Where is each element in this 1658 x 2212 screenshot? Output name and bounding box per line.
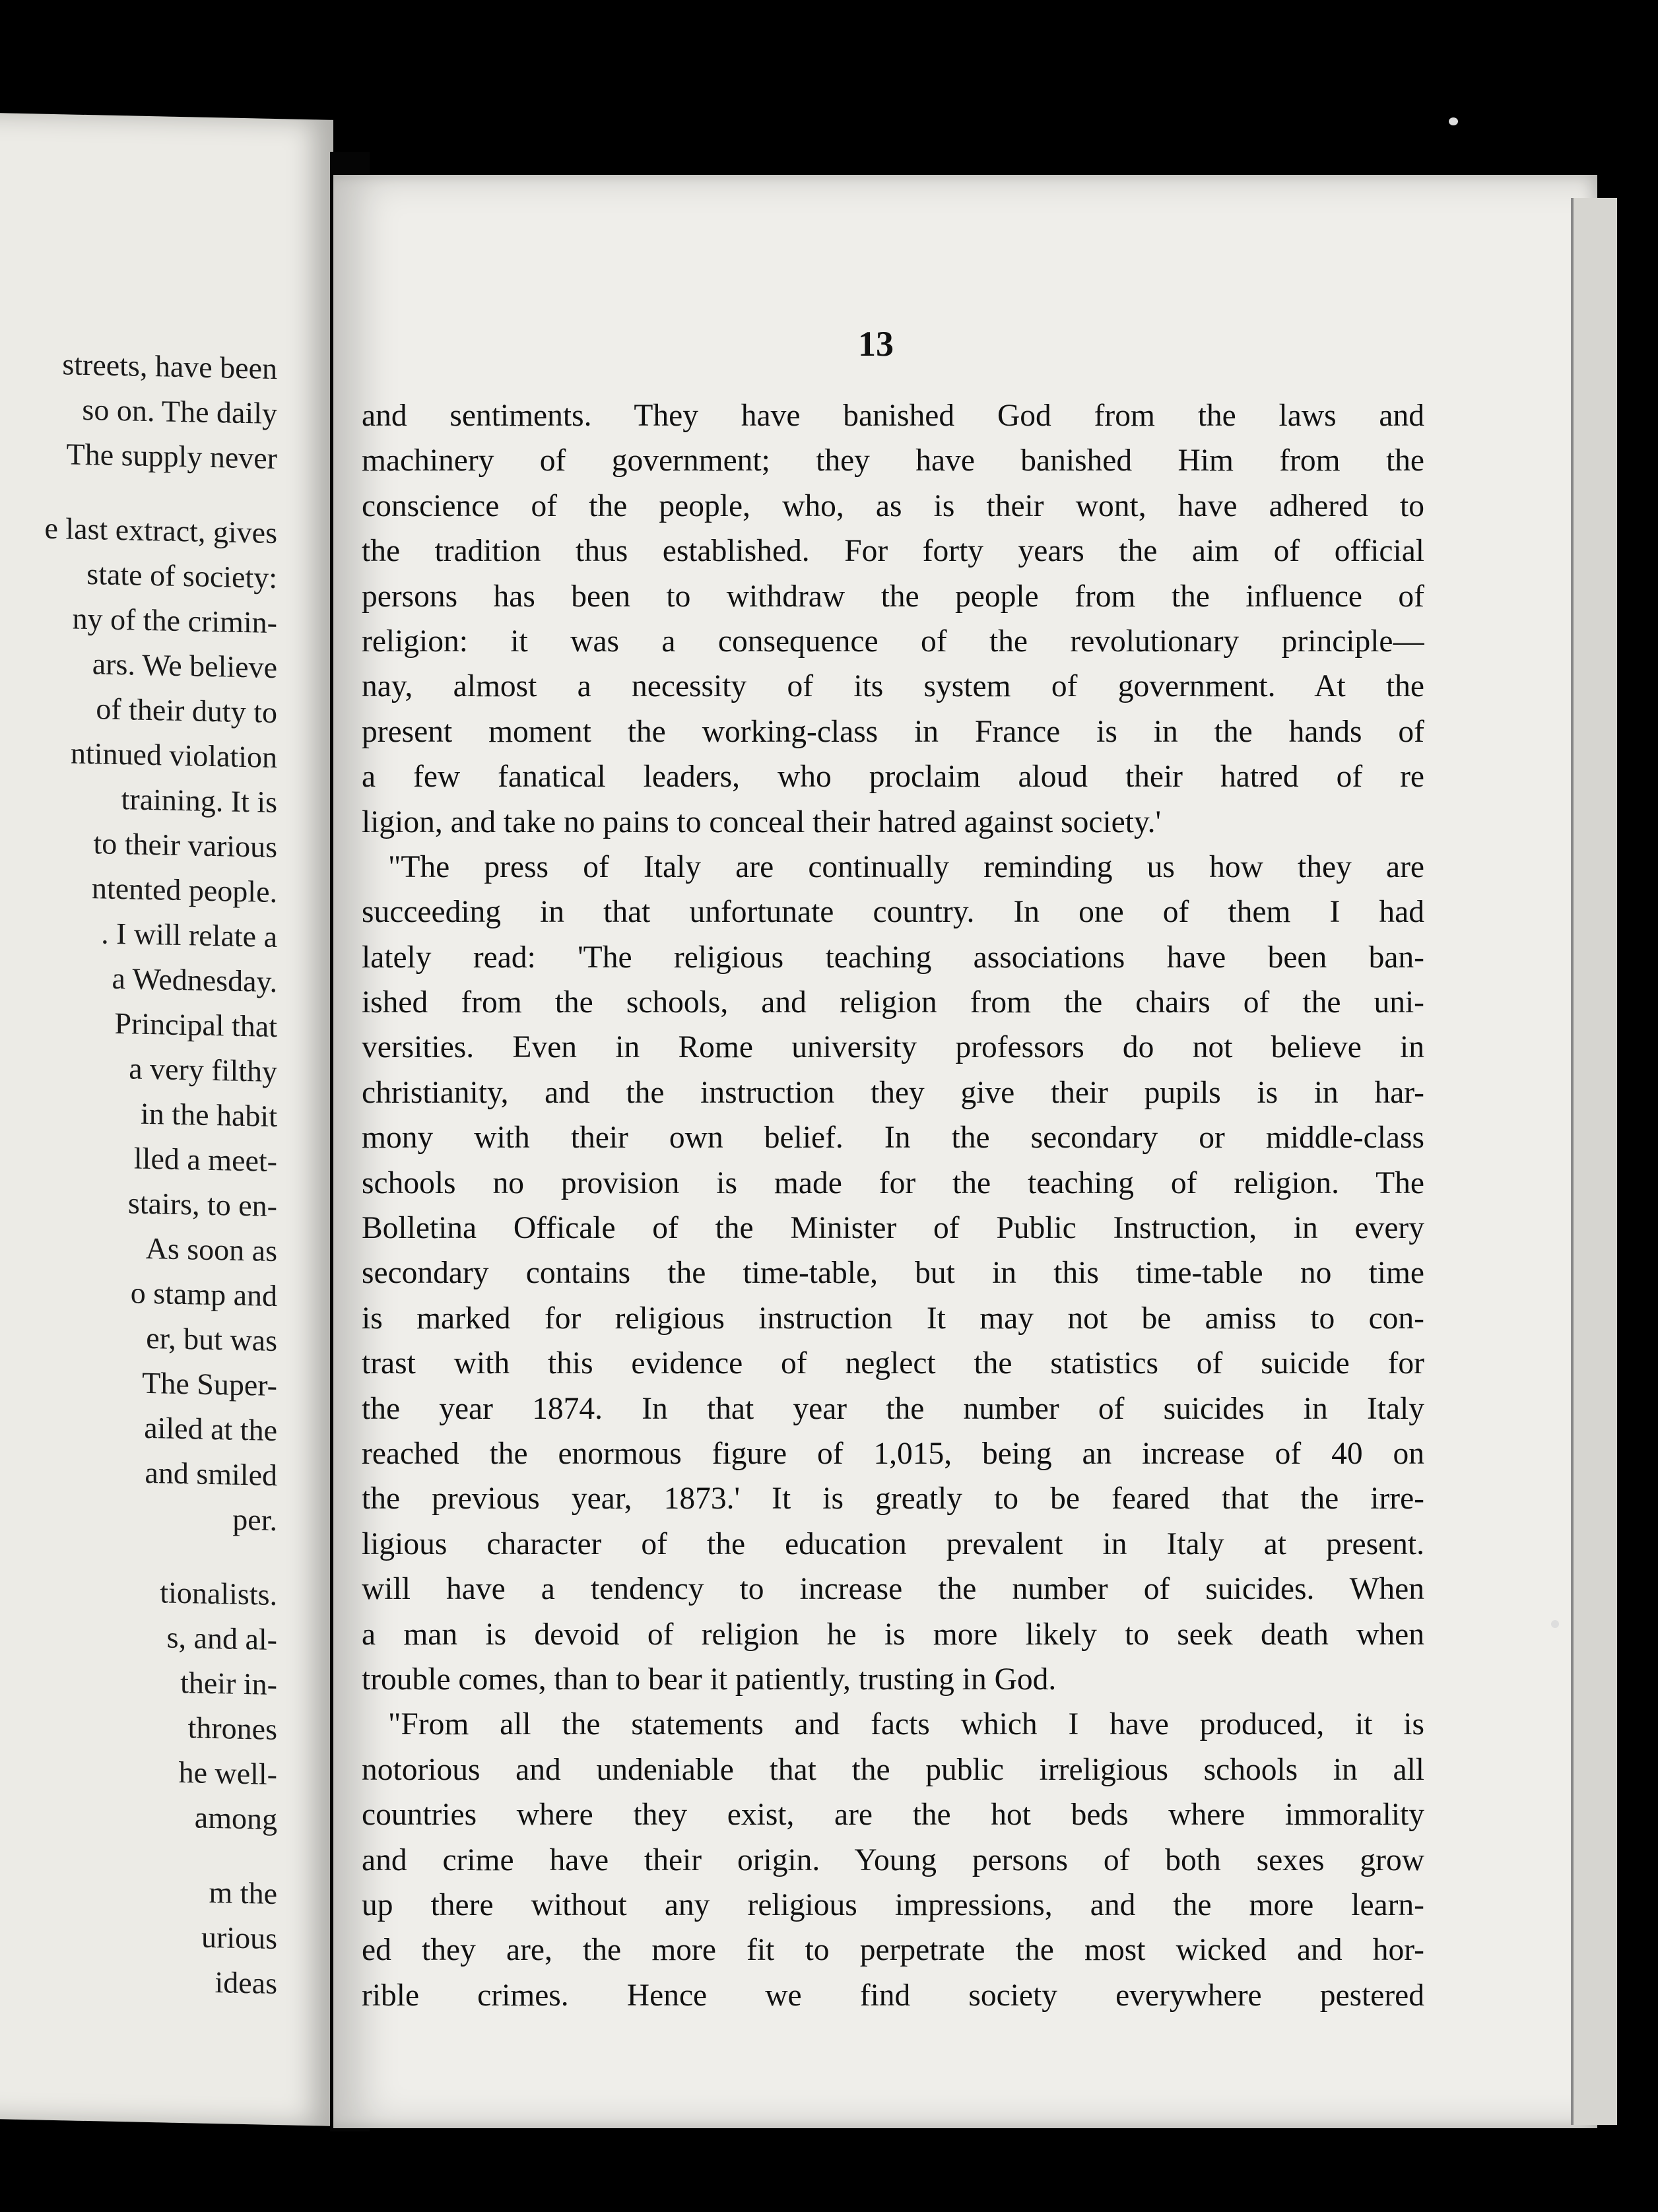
text-line: religion: it was a consequence of the revolutionary principle—	[362, 624, 1424, 659]
left-text-line: thrones	[187, 1710, 277, 1747]
text-line: mony with their own belief. In the secondary or middle-class	[362, 1121, 1424, 1155]
text-line: and crime have their origin. Young persons of both sexes grow	[362, 1842, 1424, 1877]
text-line: is marked for religious instruction It may not be amiss to con-	[362, 1301, 1424, 1336]
text-line: secondary contains the time-table, but in this time-table no time	[362, 1256, 1424, 1291]
text-line: and sentiments. They have banished God from the laws and	[362, 399, 1424, 433]
left-facing-page	[0, 112, 333, 2126]
text-line: countries where they exist, are the hot beds where immorality	[362, 1798, 1424, 1833]
text-line: a man is devoid of religion he is more likely to seek death when	[362, 1617, 1424, 1652]
left-text-line: s, and al-	[166, 1620, 277, 1657]
text-line: present moment the working-class in France is in the hands of	[362, 714, 1424, 749]
left-text-line: o stamp and	[130, 1276, 277, 1313]
page-body-text	[362, 393, 1424, 2018]
left-text-line: The supply never	[66, 437, 277, 476]
text-line: versities. Even in Rome university professors do not believe in	[362, 1030, 1424, 1065]
left-text-line: ntented people.	[91, 871, 277, 909]
text-line: nay, almost a necessity of its system of government. At the	[362, 669, 1424, 704]
left-text-line: to their various	[93, 826, 277, 864]
text-line: persons has been to withdraw the people from the influence of	[362, 579, 1424, 614]
left-text-line: their in-	[180, 1665, 277, 1702]
text-line: will have a tendency to increase the number of suicides. When	[362, 1572, 1424, 1607]
text-line: ed they are, the more fit to perpetrate the most wicked and hor-	[362, 1933, 1424, 1968]
left-text-line: he well-	[178, 1755, 277, 1792]
text-line: rible crimes. Hence we find society everywhere pestered	[362, 1978, 1424, 2013]
text-line: Bolletina Officale of the Minister of Public Instruction, in every	[362, 1211, 1424, 1246]
text-line: conscience of the people, who, as is their wont, have adhered to	[362, 488, 1424, 523]
page-edge	[1571, 198, 1617, 2125]
left-text-line: tionalists.	[160, 1575, 277, 1612]
left-text-line: training. It is	[121, 782, 277, 820]
left-text-line: stairs, to en-	[127, 1186, 277, 1223]
page-number: 13	[858, 324, 894, 364]
text-line: ligious character of the education prevalent in Italy at present.	[362, 1526, 1424, 1561]
left-text-line: a very filthy	[129, 1051, 277, 1089]
text-line: "From all the statements and facts which I have produced, it is	[388, 1707, 1424, 1742]
dust-speck	[1551, 1620, 1559, 1628]
text-line: schools no provision is made for the teaching of religion. The	[362, 1165, 1424, 1200]
left-text-line: ailed at the	[144, 1410, 277, 1448]
left-page-text	[0, 341, 277, 2006]
text-line: up there without any religious impressions, and the more learn-	[362, 1887, 1424, 1922]
left-text-line: in the habit	[141, 1096, 277, 1134]
left-text-line: The Super-	[142, 1365, 277, 1403]
text-line: machinery of government; they have banished Him from the	[362, 443, 1424, 478]
left-text-line: and smiled	[145, 1455, 277, 1493]
text-line: trouble comes, than to bear it patiently, trusting in God.	[362, 1662, 1057, 1697]
text-line: succeeding in that unfortunate country. In one of them I had	[362, 895, 1424, 930]
text-line: ished from the schools, and religion from the chairs of the uni-	[362, 985, 1424, 1020]
text-line: the year 1874. In that year the number of suicides in Italy	[362, 1391, 1424, 1426]
left-text-line: state of society:	[86, 557, 277, 595]
text-line: the previous year, 1873.' It is greatly to be feared that the irre-	[362, 1481, 1424, 1516]
left-text-line: Principal that	[114, 1006, 277, 1044]
dust-speck	[1449, 117, 1458, 125]
text-line: lately read: 'The religious teaching associations have been ban-	[362, 940, 1424, 975]
text-line: the tradition thus established. For forty years the aim of official	[362, 534, 1424, 569]
left-text-line: ny of the crimin-	[72, 601, 277, 640]
text-line: ligion, and take no pains to conceal their hatred against society.'	[362, 804, 1162, 839]
text-line: notorious and undeniable that the public irreligious schools in all	[362, 1752, 1424, 1787]
left-text-line: lled a meet-	[133, 1141, 277, 1179]
left-text-line: urious	[201, 1920, 277, 1956]
left-text-line: ntinued violation	[70, 736, 277, 775]
left-text-line: . I will relate a	[101, 916, 277, 954]
text-line: reached the enormous figure of 1,015, being an increase of 40 on	[362, 1436, 1424, 1471]
left-text-line: e last extract, gives	[44, 511, 277, 550]
left-text-line: m the	[209, 1875, 277, 1911]
left-text-line: streets, have been	[62, 347, 277, 386]
left-text-line: of their duty to	[96, 692, 277, 730]
text-line: christianity, and the instruction they give their pupils is in har-	[362, 1075, 1424, 1110]
left-text-line: so on. The daily	[82, 392, 277, 431]
text-line: "The press of Italy are continually reminding us how they are	[388, 849, 1424, 884]
left-text-line: a Wednesday.	[112, 961, 277, 999]
left-text-line: among	[194, 1800, 277, 1837]
left-text-line: ideas	[215, 1965, 277, 2001]
left-text-line: As soon as	[145, 1231, 277, 1268]
left-text-line: per.	[232, 1502, 277, 1538]
text-line: trast with this evidence of neglect the statistics of suicide for	[362, 1346, 1424, 1381]
text-line: a few fanatical leaders, who proclaim aloud their hatred of re	[362, 760, 1424, 795]
left-text-line: er, but was	[146, 1320, 277, 1358]
left-text-line: ars. We believe	[92, 647, 277, 685]
